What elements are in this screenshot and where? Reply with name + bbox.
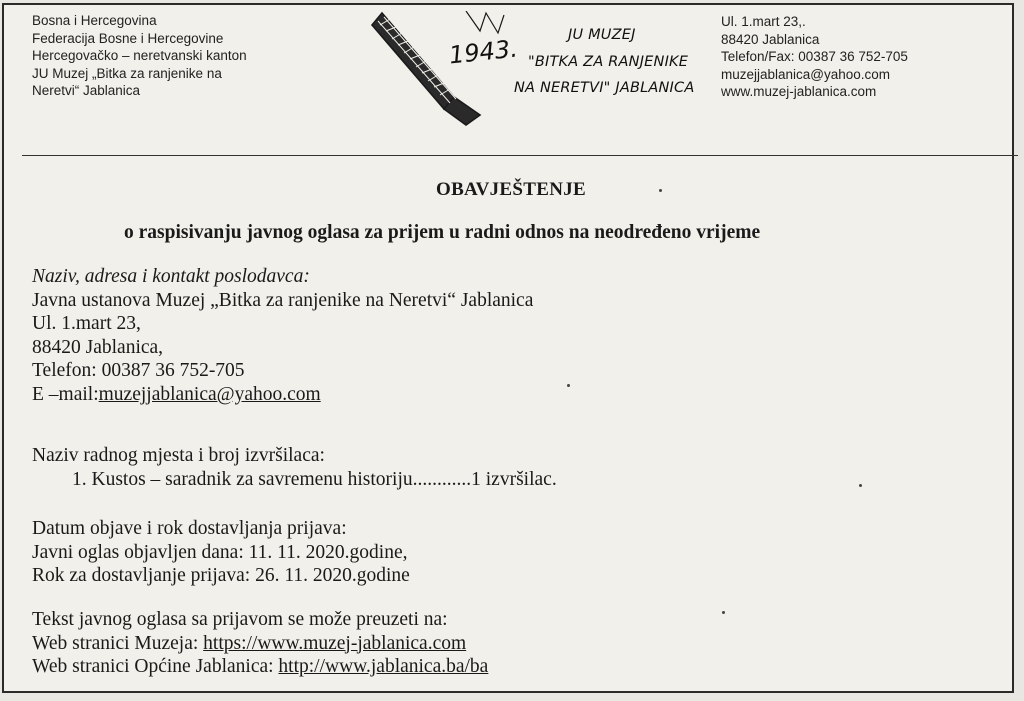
- municipality-web-link[interactable]: http://www.jablanica.ba/ba: [278, 656, 489, 678]
- header-left-line: Federacija Bosne i Hercegovine: [32, 30, 224, 46]
- header-left-line: JU Muzej „Bitka za ranjenike na: [32, 65, 222, 81]
- header-right-line: muzejjablanica@yahoo.com: [721, 66, 891, 82]
- employer-line: Ul. 1.mart 23,: [32, 313, 141, 335]
- notice-title: OBAVJEŠTENJE: [435, 179, 587, 200]
- logo-line-1: JU MUZEJ: [568, 27, 636, 43]
- position-item: 1. Kustos – saradnik za savremenu historiju............1 izvršilac.: [72, 468, 557, 490]
- deadline-date: Rok za dostavljanje prijava: 26. 11. 2020.godine: [32, 565, 410, 587]
- position-heading: Naziv radnog mjesta i broj izvršilaca:: [32, 445, 325, 466]
- logo-year: 1943.: [447, 34, 519, 70]
- museum-logo-icon: [370, 11, 706, 131]
- header-left-line: Bosna i Hercegovina: [32, 13, 157, 28]
- header-left-address: [32, 12, 247, 100]
- email-label: E –mail:: [32, 383, 99, 405]
- notice-sheet: [2, 3, 1014, 693]
- header-right-line: www.muzej-jablanica.com: [721, 84, 877, 99]
- municipality-web-label: Web stranici Općine Jablanica:: [32, 656, 279, 678]
- museum-web-label: Web stranici Muzeja:: [32, 632, 204, 654]
- museum-web-line: [32, 632, 488, 656]
- employer-line: Telefon: 00387 36 752-705: [32, 360, 245, 382]
- print-speck: [859, 484, 862, 487]
- employer-line: Javna ustanova Muzej „Bitka za ranjenike na Neretvi“ Jablanica: [32, 289, 534, 311]
- print-speck: [722, 611, 725, 614]
- notice-subtitle: o raspisivanju javnog oglasa za prijem u radni odnos na neodređeno vrijeme: [124, 222, 761, 243]
- download-section: [32, 608, 488, 679]
- header-right-line: Telefon/Fax: 00387 36 752-705: [721, 49, 908, 64]
- print-speck: [567, 384, 570, 387]
- download-heading: Tekst javnog oglasa sa prijavom se može preuzeti na:: [32, 609, 448, 630]
- dates-section: [32, 517, 410, 588]
- header-right-line: Ul. 1.mart 23,.: [721, 14, 806, 29]
- employer-section: [32, 265, 533, 407]
- museum-web-link[interactable]: https://www.muzej-jablanica.com: [203, 632, 467, 654]
- employer-line: 88420 Jablanica,: [32, 336, 164, 358]
- municipality-web-line: [32, 655, 488, 679]
- position-section: [32, 444, 557, 491]
- print-speck: [659, 189, 662, 192]
- logo-line-2: "BITKA ZA RANJENIKE: [528, 54, 689, 70]
- header-left-line: Hercegovačko – neretvanski kanton: [32, 48, 247, 63]
- logo-line-3: NA NERETVI" JABLANICA: [514, 80, 695, 96]
- header-divider: [22, 155, 1018, 156]
- email-link[interactable]: muzejjablanica@yahoo.com: [98, 383, 321, 405]
- dates-heading: Datum objave i rok dostavljanja prijava:: [32, 518, 347, 539]
- header-right-contact: [721, 13, 908, 101]
- header-left-line: Neretvi“ Jablanica: [32, 83, 141, 98]
- header-right-line: 88420 Jablanica: [721, 31, 820, 47]
- published-date: Javni oglas objavljen dana: 11. 11. 2020.godine,: [32, 541, 408, 563]
- email-line: [32, 383, 533, 407]
- employer-heading: Naziv, adresa i kontakt poslodavca:: [32, 266, 310, 287]
